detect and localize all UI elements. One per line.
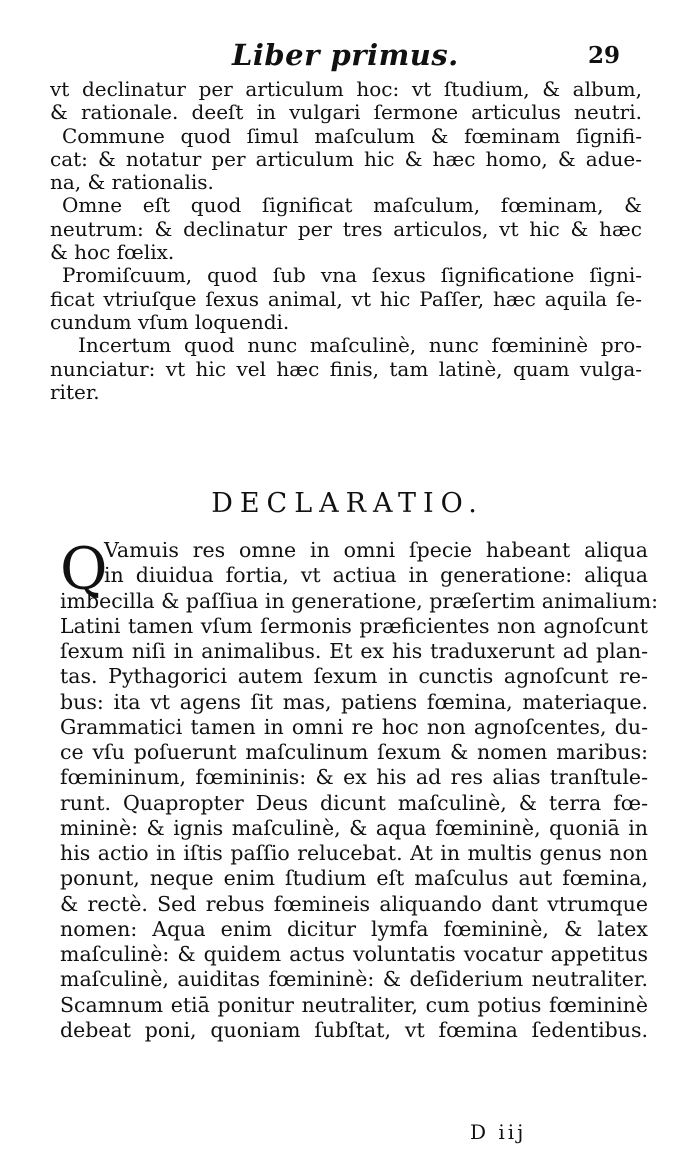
text-line: tas. Pythagorici autem ſexum in cunctis agnoſcunt re- bbox=[60, 664, 648, 689]
text-line: mininè: & ignis maſculinè, & aqua fœmininè, quoniā in bbox=[60, 815, 648, 840]
text-line: fœmininum, fœmininis: & ex his ad res alias tranſtule- bbox=[60, 765, 648, 790]
text-line: cundum vſum loquendi. bbox=[50, 309, 290, 334]
text-line: ſexum niſi in animalibus. Et ex his traduxerunt ad plan- bbox=[60, 639, 648, 663]
running-head-title: Liber primus. bbox=[232, 38, 459, 72]
text-line: & hoc fœlix. bbox=[50, 240, 175, 265]
text-line: runt. Quapropter Deus dicunt maſculinè, & terra fœ- bbox=[60, 790, 648, 815]
text-line: Scamnum etiā ponitur neutraliter, cum potius fœmininè bbox=[60, 992, 648, 1017]
text-line: bus: ita vt agens ſit mas, patiens fœmina, materiaque. bbox=[60, 689, 648, 714]
text-line: Promiſcuum, quod ſub vna ſexus ſignificatione ſigni- bbox=[62, 263, 642, 288]
text-line: riter. bbox=[50, 379, 100, 404]
section-heading: DECLARATIO. bbox=[211, 488, 484, 519]
text-line: maſculinè: & quidem actus voluntatis vocatur appetitus bbox=[60, 942, 648, 966]
text-line: imbecilla & paſſiua in generatione, præſertim animalium: bbox=[60, 588, 659, 613]
text-line: maſculinè, auiditas fœmininè: & deſiderium neutraliter. bbox=[60, 967, 648, 992]
page-number: 29 bbox=[588, 42, 621, 69]
text-line: ce vſu poſuerunt maſculinum ſexum & nomen maribus: bbox=[60, 740, 648, 764]
signature-mark: D iij bbox=[470, 1120, 527, 1144]
text-line: ficat vtriuſque ſexus animal, vt hic Paſſer, hæc aquila ſe- bbox=[50, 286, 642, 311]
text-line: vt declinatur per articulum hoc: vt ſtudium, & album, bbox=[50, 77, 642, 101]
text-line: nomen: Aqua enim dicitur lymfa fœmininè, & latex bbox=[60, 916, 648, 941]
text-line: nunciatur: vt hic vel hæc finis, tam latinè, quam vulga- bbox=[50, 356, 642, 381]
text-line: Omne eſt quod ſignificat maſculum, fœminam, & bbox=[62, 193, 642, 218]
declaratio-text-block bbox=[60, 535, 659, 1043]
running-head bbox=[0, 38, 695, 78]
text-line: debeat poni, quoniam ſubſtat, vt fœmina ſedentibus. bbox=[60, 1017, 648, 1042]
text-line: Commune quod ſimul maſculum & fœminam ſignifi- bbox=[62, 123, 642, 148]
text-line: Incertum quod nunc maſculinè, nunc fœmininè pro- bbox=[78, 333, 642, 358]
text-line: Latini tamen vſum ſermonis præficientes non agnoſcunt bbox=[60, 613, 648, 638]
text-line: his actio in iſtis paſſio relucebat. At in multis genus non bbox=[60, 841, 648, 865]
text-line: & rectè. Sed rebus fœmineis aliquando dant vtrumque bbox=[60, 891, 648, 916]
text-line: neutrum: & declinatur per tres articulos, vt hic & hæc bbox=[50, 216, 642, 241]
text-line: na, & rationalis. bbox=[50, 170, 214, 195]
text-line: Vamuis res omne in omni ſpecie habeant aliqua bbox=[104, 538, 648, 562]
text-line: in diuidua fortia, vt actiua in generatione: aliqua bbox=[104, 563, 648, 588]
text-line: Grammatici tamen in omni re hoc non agnoſcentes, du- bbox=[60, 714, 648, 739]
upper-text-block bbox=[50, 78, 642, 404]
text-line: ponunt, neque enim ſtudium eſt maſculus aut fœmina, bbox=[60, 866, 648, 891]
text-line: cat: & notatur per articulum hic & hæc homo, & adue- bbox=[50, 146, 642, 171]
text-line: & rationale. deeſt in vulgari ſermone articulus neutri. bbox=[50, 100, 642, 125]
drop-cap-initial: Q bbox=[60, 535, 108, 603]
